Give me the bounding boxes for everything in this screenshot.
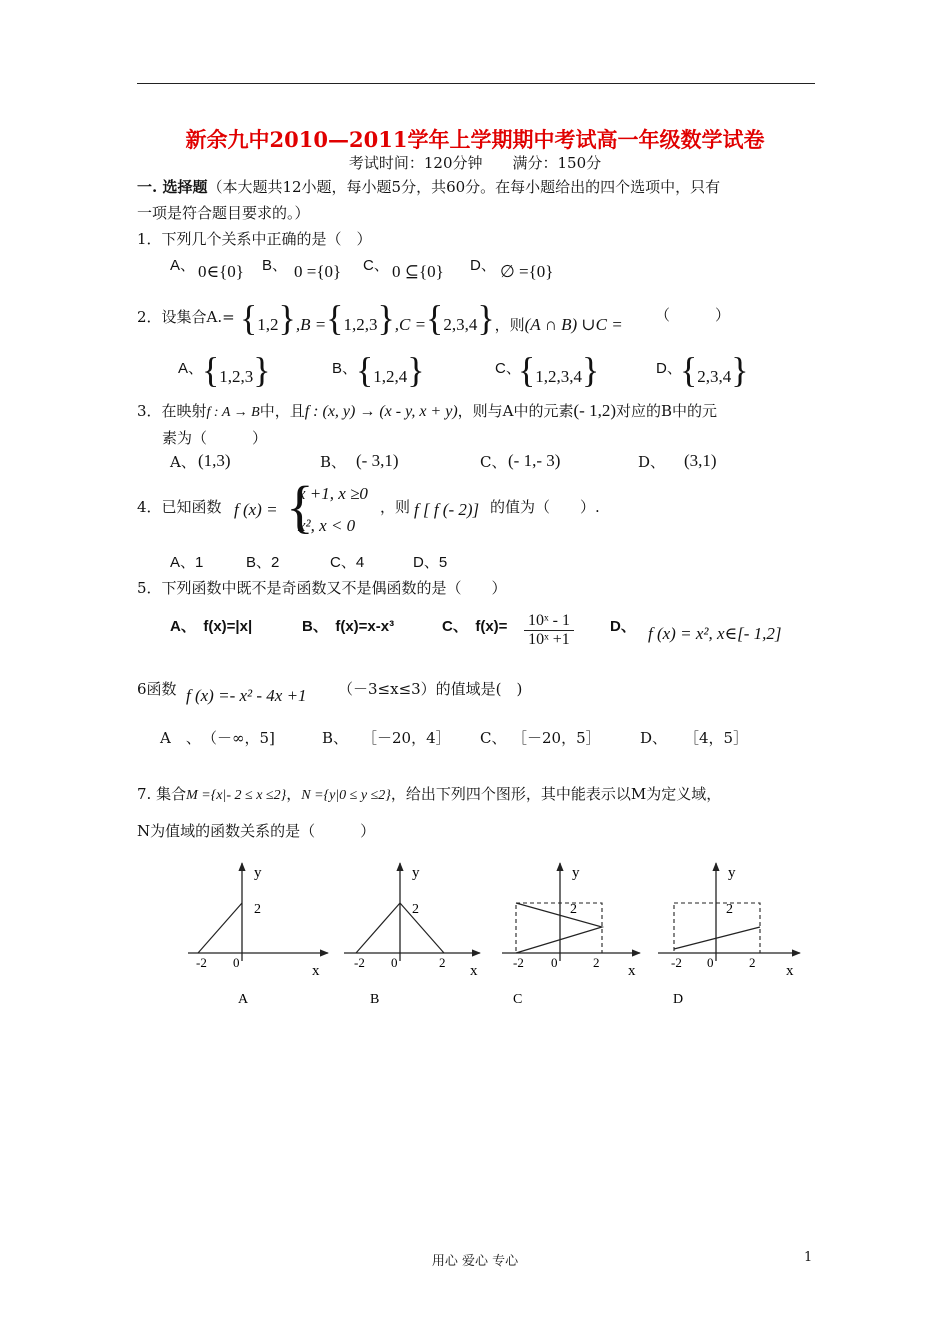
y-axis-label: y [412, 865, 420, 881]
set-brace-open: { [240, 298, 258, 338]
x-axis-label: x [470, 963, 478, 979]
q1-opt-a-expr: 0∈{0} [198, 262, 244, 281]
q6-opt-a-letter: A 、 [160, 729, 201, 747]
section-desc-1: （本大题共12小题，每小题5分，共60分。在每小题给出的四个选项中，只有 [207, 178, 721, 196]
q1-opt-a-letter: A、 [170, 257, 196, 274]
q3-opt-c-val: (- 1,- 3) [508, 451, 561, 470]
q1-opt-b-letter: B、 [262, 257, 288, 274]
q4-opt-c: C、4 [330, 554, 365, 571]
tick-label-0: 0 [233, 955, 240, 970]
q3-text-c: ，则与A中的元素 [457, 402, 574, 420]
section-desc-2: 一项是符合题目要求的。） [137, 204, 310, 222]
q1-opt-d-letter: D、 [470, 257, 496, 274]
q3-opt-a-letter: A、 [170, 453, 196, 471]
header-rule [137, 83, 815, 84]
tick-label-2: 2 [749, 955, 756, 970]
q2-set-b-label: ,B = [295, 315, 327, 334]
tick-label-2: 2 [726, 902, 733, 917]
tick-label-2: 2 [439, 955, 446, 970]
q3-rule: f : (x, y) → (x - y, x + y) [304, 403, 458, 420]
q2-opt-b-set: {1,2,4} [356, 350, 425, 390]
graph-label-d: D [673, 992, 684, 1007]
tick-label-2: 2 [570, 902, 577, 917]
q6-opt-b-letter: B、 [322, 729, 349, 747]
q3-opt-b-val: (- 3,1) [356, 451, 399, 470]
page-number: 1 [804, 1250, 813, 1265]
q7-sep: ， [286, 785, 302, 803]
q2-paren: （ ） [655, 306, 731, 324]
tick-label-neg2: -2 [513, 955, 524, 970]
q4-opt-a: A、1 [170, 554, 204, 571]
q3-opt-a-val: (1,3) [198, 451, 231, 470]
x-axis-label: x [312, 963, 320, 979]
q7-line-2: N为值域的函数关系的是（ ） [137, 822, 376, 840]
q2-stem-prefix: 2．设集合A.= [137, 308, 235, 326]
graph-b [344, 863, 480, 1007]
set-brace-open: { [426, 298, 444, 338]
q4-suffix: 的值为（ ）. [490, 498, 600, 516]
q2-expression [240, 300, 623, 336]
section-label: 一. 选择题 [137, 178, 208, 196]
tick-label-2: 2 [593, 955, 600, 970]
y-axis-label: y [572, 865, 580, 881]
q3-opt-b-letter: B、 [320, 453, 347, 471]
y-axis-label: y [254, 865, 262, 881]
q2-set-a: 1,2 [257, 315, 279, 334]
q7-graphs [180, 855, 810, 1015]
set-brace-close: } [477, 298, 495, 338]
q2-set-c-label: ,C = [394, 315, 427, 334]
graph-line [516, 903, 602, 953]
dashed-box [516, 903, 602, 953]
q4-opt-b: B、2 [246, 554, 280, 571]
tick-label-neg2: -2 [196, 955, 207, 970]
tick-label-neg2: -2 [671, 955, 682, 970]
q5-c-denominator: 10ˣ +1 [528, 631, 570, 648]
tick-label-0: 0 [391, 955, 398, 970]
q2-opt-c-set: {1,2,3,4} [518, 350, 600, 390]
q4-fx: f (x) = [234, 500, 278, 519]
page-title: 新余九中2010—2011学年上学期期中考试高一年级数学试卷 [185, 127, 765, 152]
q3-text-d: 对应的B中的元 [615, 402, 718, 420]
q6-opt-b-val: ［－20，4］ [362, 729, 451, 747]
q4-case-2: x², x < 0 [298, 516, 356, 535]
graph-line [198, 903, 242, 953]
q7-text-b: ，给出下列四个图形，其中能表示以M为定义域， [390, 785, 722, 803]
graph-d [658, 863, 800, 1007]
q5-opt-b: B、 f(x)=x-x³ [302, 618, 395, 635]
q5-c-numerator: 10ˣ - 1 [524, 612, 574, 631]
section-header [137, 176, 720, 197]
graph-line [674, 927, 760, 949]
q5-stem: 5．下列函数中既不是奇函数又不是偶函数的是（ ） [137, 579, 507, 597]
q2-expr: (A ∩ B) ∪C = [524, 315, 623, 334]
q6-opt-c-val: ［－20，5］ [512, 729, 601, 747]
q2-then: ，则 [494, 316, 525, 334]
q5-opt-d-label: D、 [610, 618, 636, 635]
q3-map: f : A → B [206, 405, 260, 420]
graph-label-a: A [238, 992, 249, 1007]
q6-opt-d-val: ［4，5］ [684, 729, 749, 747]
q4-expr: f [ f (- 2)] [414, 500, 480, 519]
q2-opt-a-letter: A、 [178, 360, 204, 377]
q3-opt-c-letter: C、 [480, 453, 507, 471]
q6-prefix: 6函数 [137, 680, 177, 698]
graph-c [502, 863, 640, 1007]
q1-opt-b-expr: 0 ={0} [294, 262, 342, 281]
q6-expr: f (x) =- x² - 4x +1 [186, 686, 307, 705]
q3-text-b: 中，且 [259, 402, 305, 420]
q6-opt-a-val: （－∞，5] [202, 729, 275, 747]
footer-slogan: 用心 爱心 专心 [431, 1254, 519, 1269]
q2-opt-b-letter: B、 [332, 360, 358, 377]
q1-opt-c-expr: 0 ⊆{0} [392, 262, 444, 281]
q1-opt-d-expr: ∅ ={0} [500, 262, 554, 281]
q3-opt-d-val: (3,1) [684, 451, 717, 470]
q3-opt-d-letter: D、 [638, 453, 666, 471]
q4-then: ，则 [380, 498, 411, 516]
q5-opt-c-fraction [524, 612, 574, 649]
q2-set-b: 1,2,3 [343, 315, 378, 334]
graph-label-c: C [513, 992, 523, 1007]
q7-set-n: N ={y|0 ≤ y ≤2} [301, 788, 391, 803]
q3-line-1 [137, 400, 717, 421]
q2-set-c: 2,3,4 [443, 315, 478, 334]
y-axis-label: y [728, 865, 736, 881]
q6-opt-d-letter: D、 [640, 729, 668, 747]
q4-opt-d: D、5 [413, 554, 448, 571]
q2-opt-c-letter: C、 [495, 360, 521, 377]
q6-opt-c-letter: C、 [480, 729, 507, 747]
graph-a [188, 863, 328, 1007]
set-brace-open: { [326, 298, 344, 338]
tick-label-neg2: -2 [354, 955, 365, 970]
q7-set-m: M ={x|- 2 ≤ x ≤2} [186, 788, 287, 803]
exam-info: 考试时间：120分钟 满分：150分 [348, 154, 602, 172]
tick-label-2: 2 [254, 902, 261, 917]
q6-range: （－3≤x≤3）的值域是( ) [338, 680, 523, 698]
q3-line-2: 素为（ ） [162, 429, 268, 447]
q2-stem [137, 306, 235, 327]
q7-line-1 [137, 783, 721, 804]
q7-prefix: 7. 集合 [137, 785, 187, 803]
tick-label-0: 0 [551, 955, 558, 970]
q5-opt-d-expr: f (x) = x², x∈[- 1,2] [648, 624, 782, 643]
q2-opt-d-set: {2,3,4} [680, 350, 749, 390]
q1-stem: 1．下列几个关系中正确的是（ ） [137, 230, 372, 248]
set-brace-close: } [278, 298, 296, 338]
q5-opt-a: A、 f(x)=|x| [170, 618, 253, 635]
tick-label-2: 2 [412, 902, 419, 917]
graph-label-b: B [370, 992, 380, 1007]
q1-opt-c-letter: C、 [363, 257, 389, 274]
tick-label-0: 0 [707, 955, 714, 970]
x-axis-label: x [786, 963, 794, 979]
set-brace-close: } [377, 298, 395, 338]
x-axis-label: x [628, 963, 636, 979]
q4-prefix: 4．已知函数 [137, 498, 222, 516]
q2-opt-a-set: {1,2,3} [202, 350, 271, 390]
q3-text-a: 3．在映射 [137, 402, 207, 420]
q3-elem: (- 1,2) [573, 401, 616, 420]
q5-opt-c-label: C、 f(x)= [442, 618, 508, 635]
q4-case-1: x +1, x ≥0 [298, 484, 368, 503]
q4-piecewise-brace: { [286, 474, 314, 539]
q2-opt-d-letter: D、 [656, 360, 682, 377]
